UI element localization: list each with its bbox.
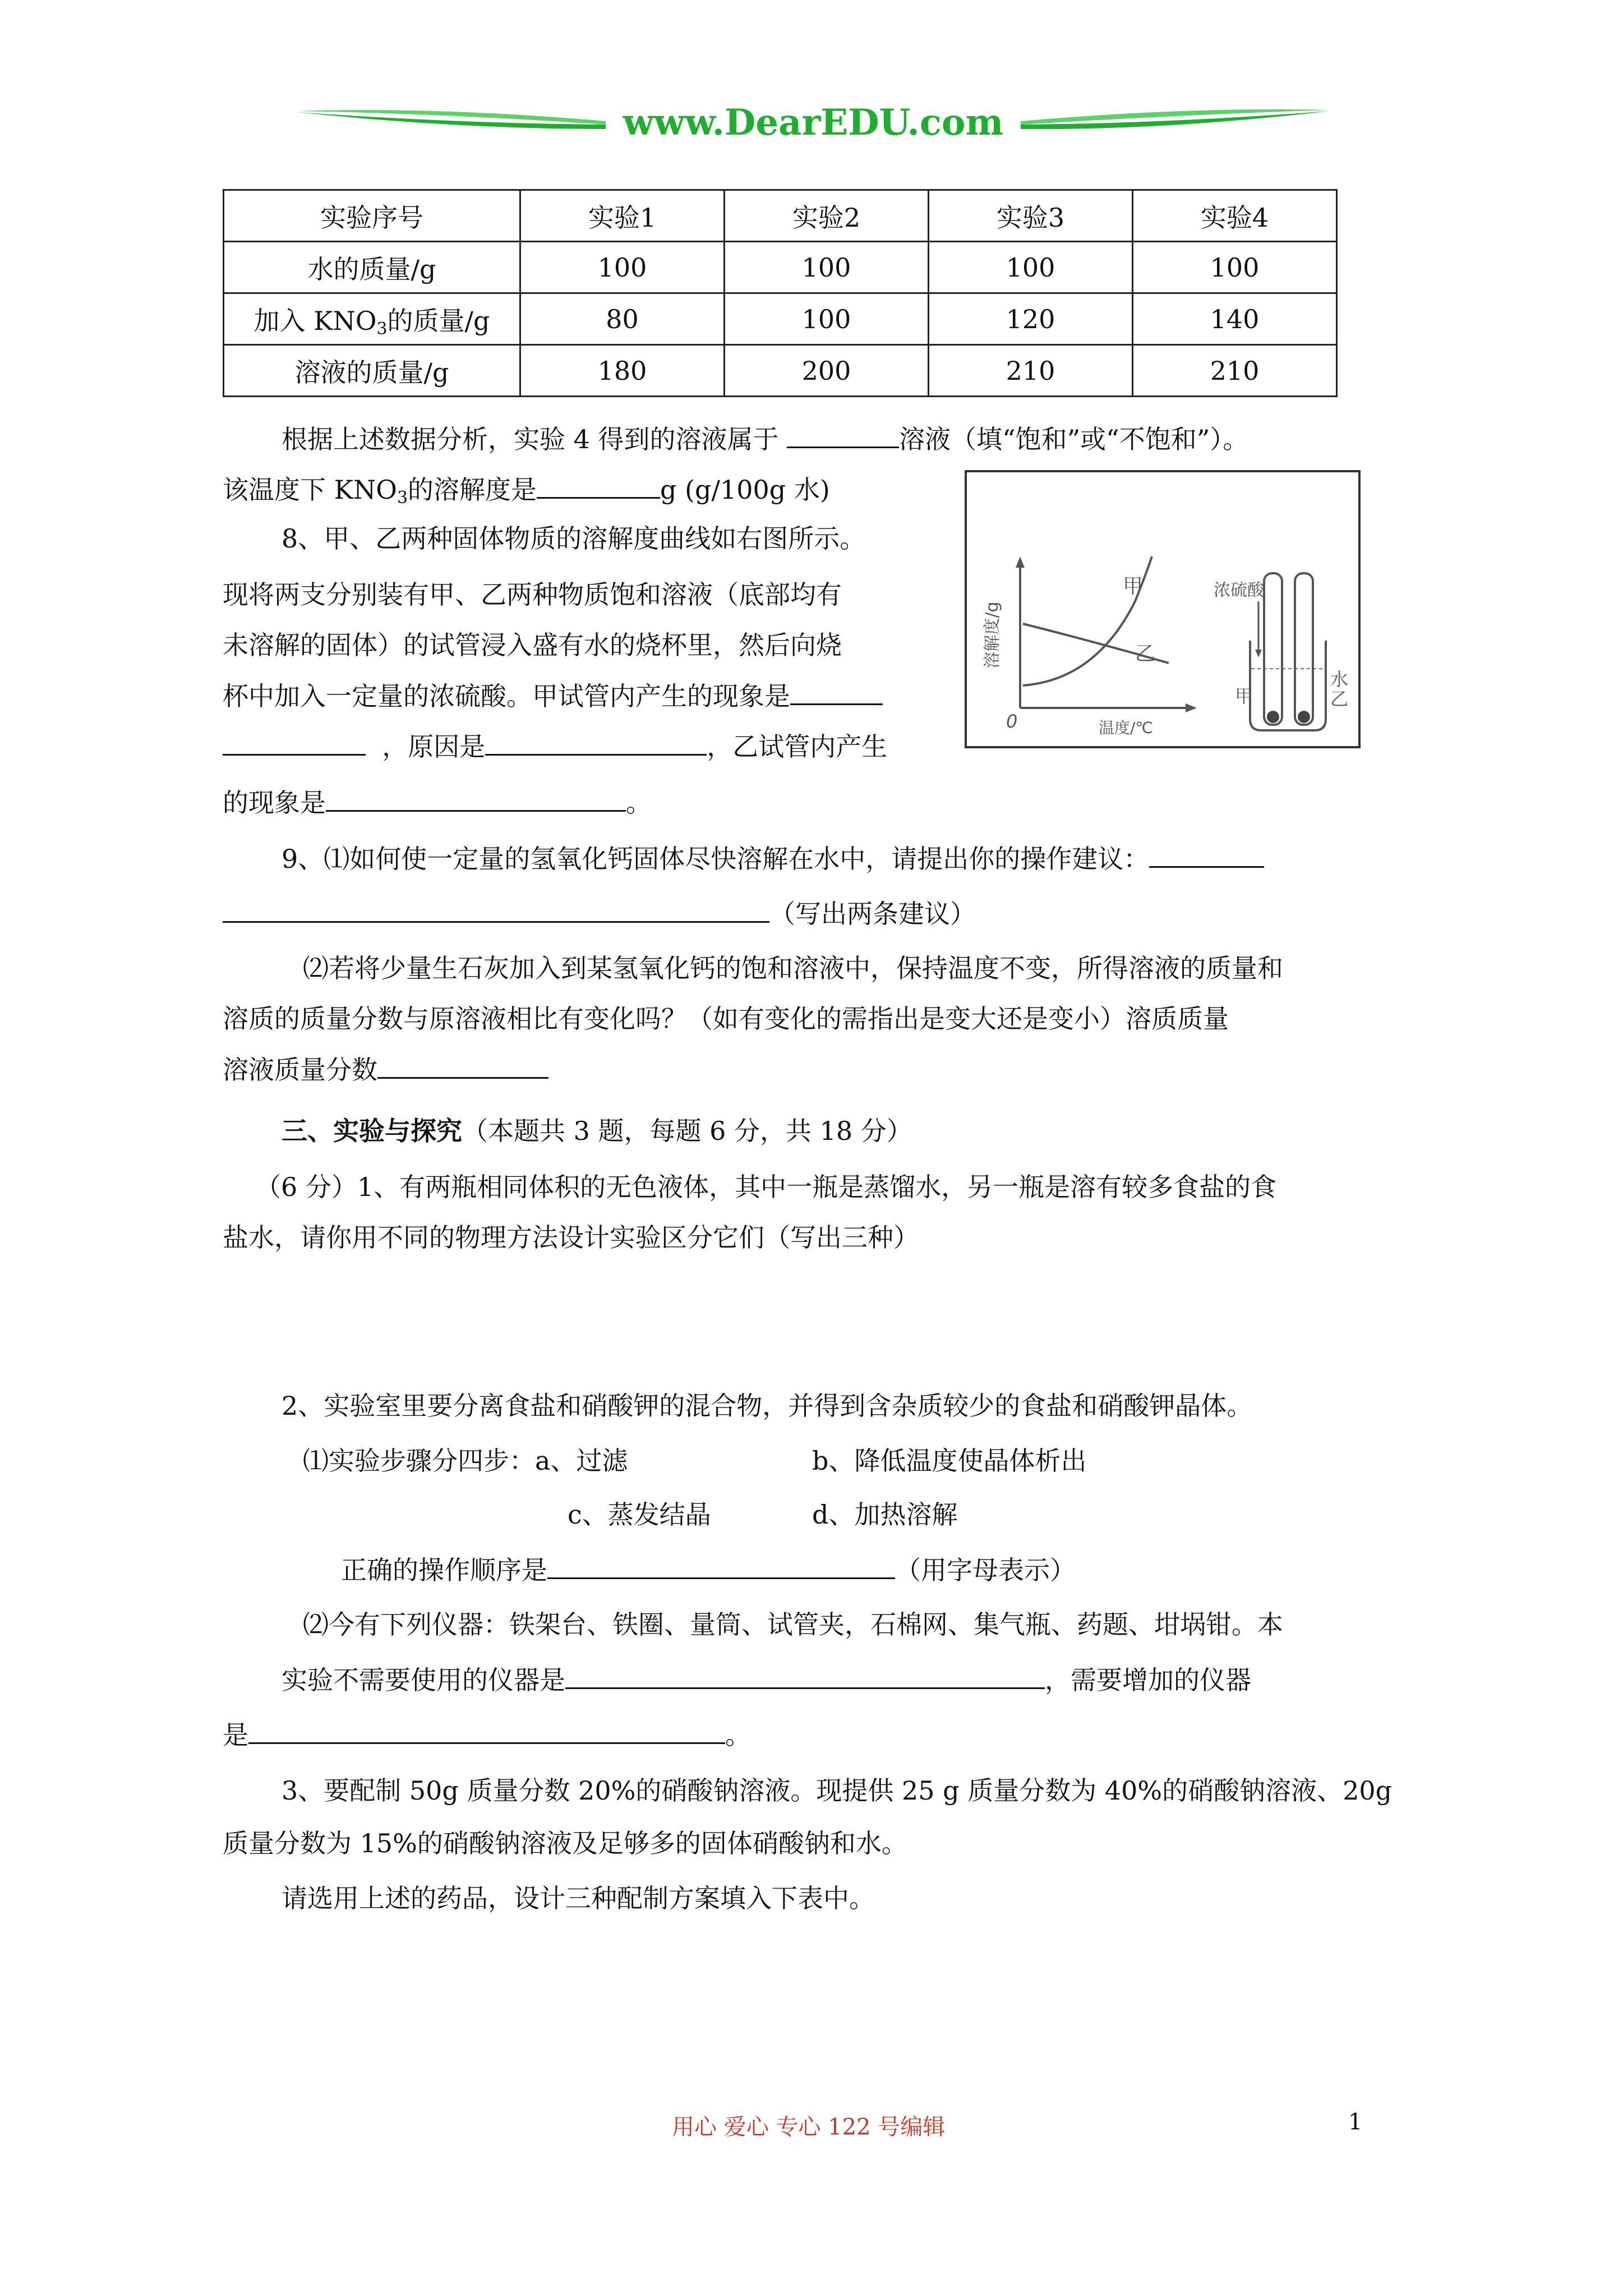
table-cell: 120	[929, 293, 1133, 345]
q7-line-2: 该温度下 $KNO_3$的溶解度是 g (g/100g 水)	[223, 472, 830, 507]
answer-blank[interactable]	[565, 1663, 1045, 1689]
e2-line-1: 2、实验室里要分离食盐和硝酸钾的混合物，并得到含杂质较少的食盐和硝酸钾晶体。	[282, 1391, 1253, 1421]
table-header-cell: 实验3	[929, 190, 1133, 242]
tube-jia-label: 甲	[1235, 685, 1253, 707]
header-swoosh-graphic	[292, 90, 1335, 151]
table-row	[224, 345, 1337, 397]
e2-line-5: ⑵今有下列仪器：铁架台、铁圈、量筒、试管夹，石棉网、集气瓶、药题、坩埚钳。本	[303, 1609, 1283, 1640]
e1-line-1: （6 分）1、有两瓶相同体积的无色液体，其中一瓶是蒸馏水，另一瓶是溶有较多食盐的食	[255, 1172, 1277, 1202]
e3-line-3: 请选用上述的药品，设计三种配制方案填入下表中。	[282, 1883, 875, 1913]
e3-line-1: 3、要配制 50g 质量分数 20%的硝酸钠溶液。现提供 25 g 质量分数为 40%的硝酸钠溶液、20g	[282, 1775, 1393, 1806]
figure-drawing	[967, 472, 1358, 746]
table-cell: 200	[725, 345, 929, 397]
q8-line-5: ，原因是 ，乙试管内产生	[223, 729, 887, 763]
e2-line-2b: b、降低温度使晶体析出	[812, 1446, 1087, 1476]
origin-label: 0	[1006, 711, 1018, 732]
header-banner	[292, 90, 1335, 151]
table-header-cell: 实验1	[520, 190, 725, 242]
solid-jia	[1267, 711, 1279, 723]
row-label: 溶液的质量/g	[224, 345, 520, 397]
table-cell: 100	[1133, 242, 1337, 293]
y-axis-arrow-icon	[1016, 556, 1025, 568]
row-label: 加入 $KNO_3$的质量/g	[224, 293, 520, 345]
q8-line-2: 现将两支分别装有甲、乙两种物质饱和溶液（底部均有	[223, 579, 842, 610]
table-header-row	[224, 190, 1337, 242]
site-logo-text: www.DearEDU.com	[623, 102, 1004, 144]
curve-yi-label: 乙	[1135, 642, 1156, 665]
table-cell: 100	[725, 293, 929, 345]
test-tube-jia	[1264, 573, 1282, 725]
row-label: 水的质量/g	[224, 242, 520, 293]
table-header-cell: 实验2	[725, 190, 929, 242]
experiment-table	[223, 189, 1338, 397]
table-row	[224, 242, 1337, 293]
answer-blank[interactable]	[223, 896, 769, 923]
q8-line-3: 未溶解的固体）的试管浸入盛有水的烧杯里，然后向烧	[223, 630, 842, 660]
answer-blank[interactable]	[326, 785, 626, 812]
q7-line-1: 根据上述数据分析，实验 4 得到的溶液属于 溶液（填“饱和”或“不饱和”）。	[282, 422, 1248, 456]
q9-line-4: 溶质的质量分数与原溶液相比有变化吗？（如有变化的需指出是变大还是变小）溶质质量	[223, 1004, 1229, 1034]
acid-arrow-icon	[1255, 650, 1262, 657]
e2-line-2a: ⑴实验步骤分四步：a、过滤	[303, 1446, 628, 1476]
q9-line-5: 溶液质量分数	[223, 1052, 548, 1087]
table-cell: 210	[1133, 345, 1337, 397]
q8-line-6: 的现象是 。	[223, 785, 652, 820]
page-number: 1	[1348, 2109, 1363, 2135]
e2-line-3a: c、蒸发结晶	[568, 1499, 711, 1530]
answer-blank[interactable]	[377, 1052, 548, 1079]
table-cell: 100	[520, 242, 725, 293]
y-axis-label: 溶解度/g	[983, 601, 1002, 669]
e1-line-2: 盐水，请你用不同的物理方法设计实验区分它们（写出三种）	[223, 1222, 919, 1253]
e2-line-3b: d、加热溶解	[812, 1499, 958, 1530]
e2-line-4: 正确的操作顺序是 （用字母表示）	[341, 1553, 1076, 1587]
table-row	[224, 293, 1337, 345]
answer-blank[interactable]	[790, 679, 883, 705]
section-3-note: （本题共 3 题，每题 6 分，共 18 分）	[462, 1116, 912, 1146]
solubility-figure	[965, 470, 1361, 748]
e2-line-6: 实验不需要使用的仪器是 ，需要增加的仪器	[282, 1663, 1251, 1697]
e2-line-7: 是 。	[223, 1718, 751, 1752]
answer-blank[interactable]	[223, 729, 366, 756]
water-label: 水	[1330, 669, 1349, 690]
table-cell: 210	[929, 345, 1133, 397]
e3-line-2: 质量分数为 15%的硝酸钠溶液及足够多的固体硝酸钠和水。	[223, 1828, 907, 1858]
answer-blank[interactable]	[547, 1553, 895, 1579]
q8-line-4: 杯中加入一定量的浓硫酸。甲试管内产生的现象是	[223, 679, 883, 713]
answer-blank[interactable]	[485, 729, 707, 756]
table-cell: 140	[1133, 293, 1337, 345]
x-axis-arrow-icon	[1186, 703, 1197, 712]
section-3-title: 三、实验与探究	[282, 1116, 462, 1146]
answer-blank[interactable]	[787, 422, 899, 448]
acid-label: 浓硫酸	[1214, 581, 1264, 600]
table-cell: 180	[520, 345, 725, 397]
table-cell: 100	[929, 242, 1133, 293]
x-axis-label: 温度/℃	[1099, 719, 1153, 737]
table-cell: 100	[725, 242, 929, 293]
footer-slogan: 用心 爱心 专心 122 号编辑	[672, 2114, 946, 2140]
q9-line-2: （写出两条建议）	[223, 896, 976, 931]
beaker	[1250, 641, 1326, 730]
answer-blank[interactable]	[537, 472, 660, 499]
answer-blank[interactable]	[248, 1718, 725, 1744]
answer-blank[interactable]	[1149, 841, 1264, 868]
q9-line-3: ⑵若将少量生石灰加入到某氢氧化钙的饱和溶液中，保持温度不变，所得溶液的质量和	[303, 953, 1283, 983]
tube-yi-label: 乙	[1330, 688, 1349, 710]
table-header-cell: 实验序号	[224, 190, 520, 242]
q9-line-1: 9、⑴如何使一定量的氢氧化钙固体尽快溶解在水中，请提出你的操作建议：	[282, 841, 1264, 876]
test-tube-yi	[1295, 573, 1313, 725]
curve-jia-label: 甲	[1123, 575, 1144, 598]
q8-line-1: 8、甲、乙两种固体物质的溶解度曲线如右图所示。	[282, 523, 866, 554]
table-header-cell: 实验4	[1133, 190, 1337, 242]
table-cell: 80	[520, 293, 725, 345]
section-3-heading	[282, 1114, 912, 1148]
solid-yi	[1298, 711, 1310, 723]
